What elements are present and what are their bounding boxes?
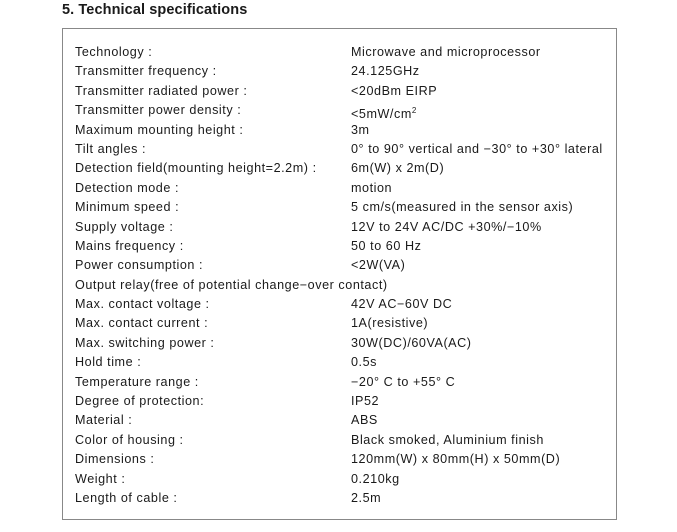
spec-label: Detection mode : bbox=[75, 180, 180, 195]
spec-label: Weight : bbox=[75, 471, 126, 486]
spec-label: Material : bbox=[75, 413, 133, 428]
spec-value: 12V to 24V AC/DC +30%/−10% bbox=[351, 219, 542, 234]
spec-value: 42V AC−60V DC bbox=[351, 297, 453, 312]
spec-label: Degree of protection: bbox=[75, 394, 205, 409]
spec-list bbox=[75, 43, 616, 508]
spec-row bbox=[75, 237, 616, 256]
spec-row bbox=[75, 179, 616, 198]
spec-value: ABS bbox=[351, 413, 378, 428]
spec-value: 0° to 90° vertical and −30° to +30° lateral bbox=[351, 141, 603, 156]
spec-value: IP52 bbox=[351, 394, 380, 409]
spec-row bbox=[75, 256, 616, 275]
spec-row bbox=[75, 353, 616, 372]
spec-row bbox=[75, 276, 616, 295]
spec-row bbox=[75, 62, 616, 81]
spec-value: 24.125GHz bbox=[351, 64, 420, 79]
spec-row bbox=[75, 411, 616, 430]
spec-value: 120mm(W) x 80mm(H) x 50mm(D) bbox=[351, 452, 561, 467]
spec-label: Max. contact voltage : bbox=[75, 297, 210, 312]
spec-value: −20° C to +55° C bbox=[351, 374, 456, 389]
spec-value: 50 to 60 Hz bbox=[351, 238, 422, 253]
spec-label: Dimensions : bbox=[75, 452, 155, 467]
spec-value: <20dBm EIRP bbox=[351, 83, 438, 98]
spec-label: Output relay(free of potential change−over contact) bbox=[75, 277, 388, 292]
spec-value: 1A(resistive) bbox=[351, 316, 429, 331]
spec-table bbox=[62, 28, 617, 520]
spec-label: Tilt angles : bbox=[75, 141, 147, 156]
spec-value: 0.210kg bbox=[351, 471, 400, 486]
spec-label: Maximum mounting height : bbox=[75, 122, 244, 137]
spec-value: $<5mW/cm^2$ bbox=[351, 106, 417, 122]
spec-row bbox=[75, 295, 616, 314]
spec-value: 6m(W) x 2m(D) bbox=[351, 161, 445, 176]
spec-row bbox=[75, 470, 616, 489]
spec-row bbox=[75, 450, 616, 469]
spec-label: Transmitter power density : bbox=[75, 103, 242, 118]
spec-label: Supply voltage : bbox=[75, 219, 174, 234]
section-title: 5. Technical specifications bbox=[62, 2, 248, 18]
spec-row bbox=[75, 334, 616, 353]
spec-label: Mains frequency : bbox=[75, 238, 184, 253]
spec-row bbox=[75, 373, 616, 392]
spec-row bbox=[75, 198, 616, 217]
spec-row bbox=[75, 431, 616, 450]
spec-row bbox=[75, 314, 616, 333]
spec-value: 3m bbox=[351, 122, 370, 137]
spec-label: Temperature range : bbox=[75, 374, 199, 389]
spec-row bbox=[75, 140, 616, 159]
spec-label: Minimum speed : bbox=[75, 200, 180, 215]
spec-label: Transmitter frequency : bbox=[75, 64, 217, 79]
spec-label: Power consumption : bbox=[75, 258, 204, 273]
spec-value: 5 cm/s(measured in the sensor axis) bbox=[351, 200, 574, 215]
spec-row bbox=[75, 159, 616, 178]
spec-label: Max. contact current : bbox=[75, 316, 209, 331]
spec-row bbox=[75, 121, 616, 140]
spec-value: <2W(VA) bbox=[351, 258, 406, 273]
spec-label: Technology : bbox=[75, 45, 153, 59]
spec-row bbox=[75, 82, 616, 101]
spec-label: Detection field(mounting height=2.2m) : bbox=[75, 161, 317, 176]
spec-label: Color of housing : bbox=[75, 432, 184, 447]
spec-row bbox=[75, 489, 616, 508]
spec-row bbox=[75, 43, 616, 62]
spec-label: Hold time : bbox=[75, 355, 142, 370]
spec-row bbox=[75, 101, 616, 120]
spec-label: Max. switching power : bbox=[75, 335, 215, 350]
spec-value: 2.5m bbox=[351, 490, 382, 505]
spec-value: Microwave and microprocessor bbox=[351, 45, 541, 59]
spec-value: motion bbox=[351, 180, 393, 195]
spec-value: 30W(DC)/60VA(AC) bbox=[351, 335, 472, 350]
spec-label: Transmitter radiated power : bbox=[75, 83, 248, 98]
spec-row bbox=[75, 218, 616, 237]
spec-value: 0.5s bbox=[351, 355, 378, 370]
spec-label: Length of cable : bbox=[75, 490, 178, 505]
spec-row bbox=[75, 392, 616, 411]
spec-value: Black smoked, Aluminium finish bbox=[351, 432, 544, 447]
